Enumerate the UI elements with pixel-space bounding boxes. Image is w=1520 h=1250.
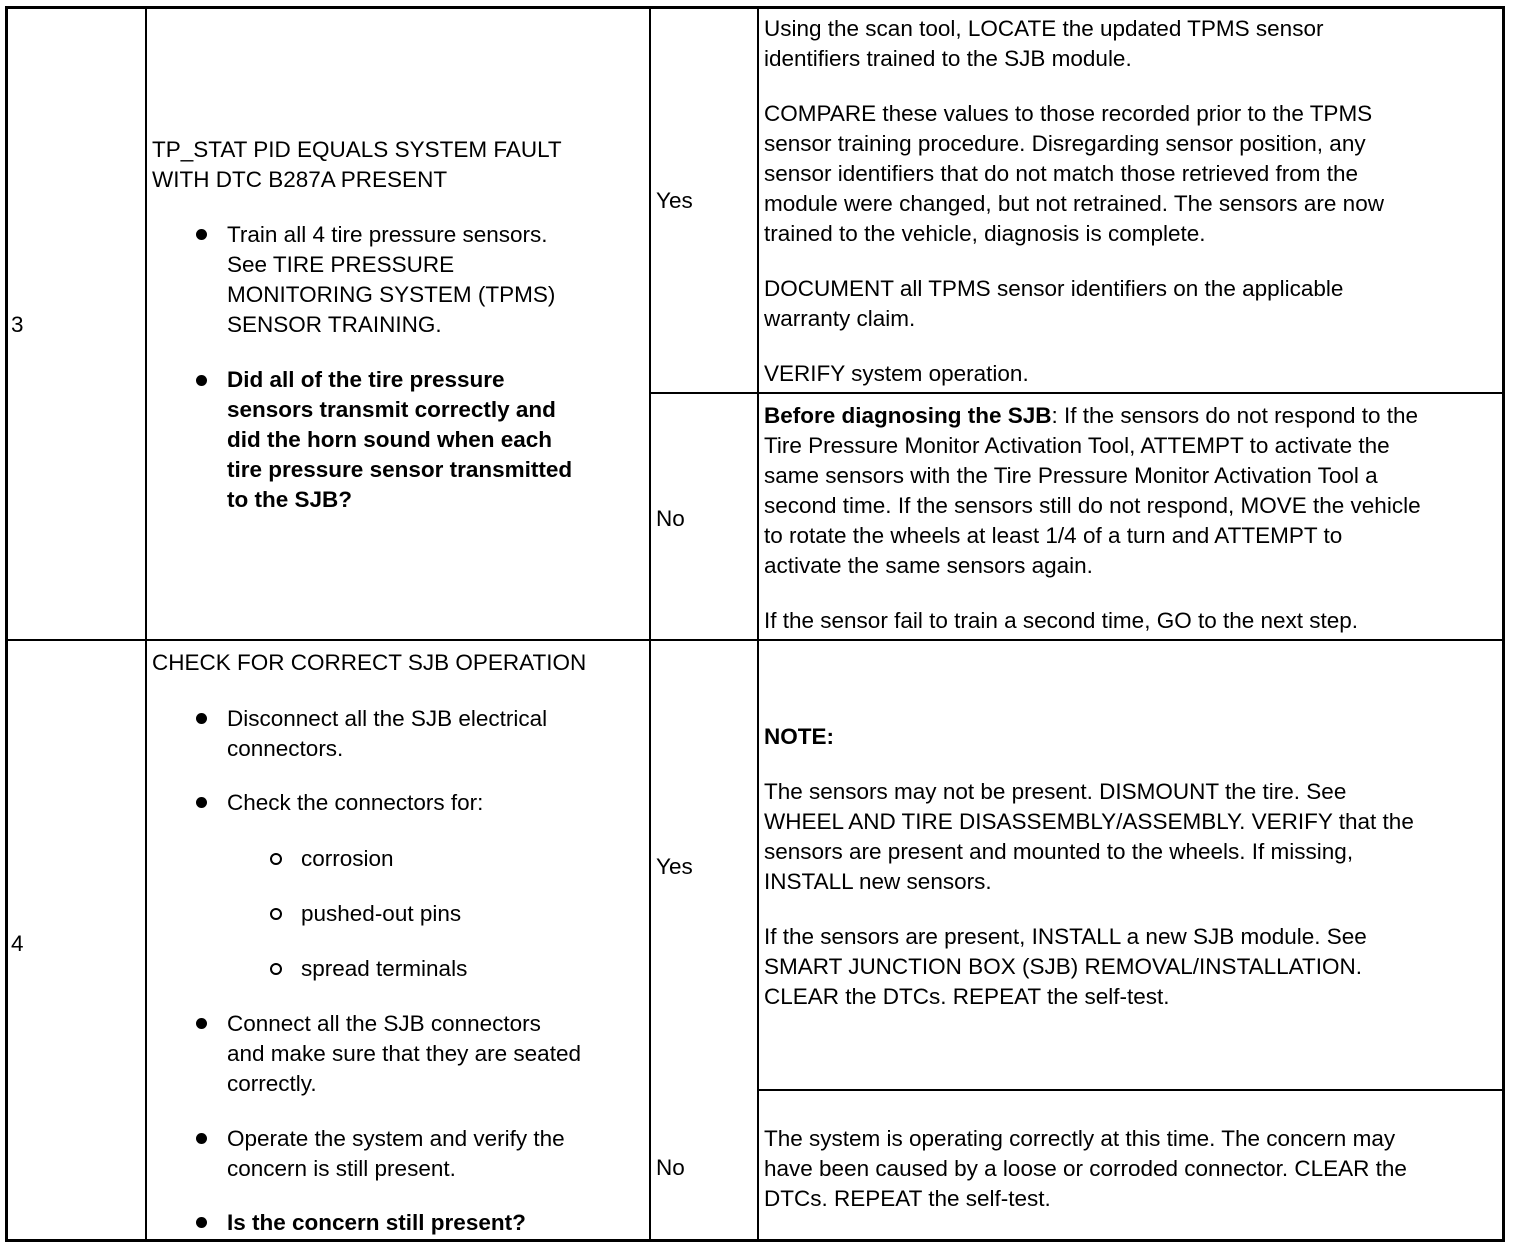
sub-item: corrosion bbox=[301, 846, 394, 871]
no-result-line: Tire Pressure Monitor Activation Tool, ATTEMPT to activate the bbox=[764, 433, 1390, 458]
yes-result-line: sensors are present and mounted to the wheels. If missing, bbox=[764, 839, 1354, 864]
yes-result-line: sensor training procedure. Disregarding sensor position, any bbox=[764, 131, 1366, 156]
bullet-icon bbox=[196, 713, 207, 724]
yes-result-line: SMART JUNCTION BOX (SJB) REMOVAL/INSTALLATION. bbox=[764, 954, 1363, 979]
row-divider-step3-yes-no bbox=[649, 392, 1505, 394]
yes-result-line: CLEAR the DTCs. REPEAT the self-test. bbox=[764, 984, 1170, 1009]
column-divider-3 bbox=[757, 6, 759, 1242]
yes-label: Yes bbox=[656, 854, 693, 879]
no-result-lead-rest: : If the sensors do not respond to the bbox=[1051, 403, 1419, 428]
yes-result-line: warranty claim. bbox=[764, 306, 916, 331]
step-number: 3 bbox=[11, 312, 24, 337]
action-line: MONITORING SYSTEM (TPMS) bbox=[227, 282, 556, 307]
yes-result-line: Using the scan tool, LOCATE the updated TPMS sensor bbox=[764, 16, 1324, 41]
action-line: See TIRE PRESSURE bbox=[227, 252, 455, 277]
column-divider-2 bbox=[649, 6, 651, 1242]
action-line: Check the connectors for: bbox=[227, 790, 484, 815]
yes-label: Yes bbox=[656, 188, 693, 213]
action-line: Disconnect all the SJB electrical bbox=[227, 706, 548, 731]
column-divider-1 bbox=[145, 6, 147, 1242]
bullet-icon bbox=[196, 229, 207, 240]
circle-bullet-icon bbox=[270, 853, 282, 865]
no-result-line: The system is operating correctly at this time. The concern may bbox=[764, 1126, 1396, 1151]
bullet-icon bbox=[196, 1217, 207, 1228]
yes-result-line: WHEEL AND TIRE DISASSEMBLY/ASSEMBLY. VERIFY that the bbox=[764, 809, 1414, 834]
action-line: Connect all the SJB connectors bbox=[227, 1011, 541, 1036]
no-result-line: second time. If the sensors still do not respond, MOVE the vehicle bbox=[764, 493, 1421, 518]
row-divider-step4-yes-no bbox=[757, 1089, 1505, 1091]
action-line: Operate the system and verify the bbox=[227, 1126, 565, 1151]
question-line: did the horn sound when each bbox=[227, 427, 553, 452]
bullet-icon bbox=[196, 797, 207, 808]
step-title-line2: WITH DTC B287A PRESENT bbox=[152, 167, 448, 192]
no-result-line: have been caused by a loose or corroded connector. CLEAR the bbox=[764, 1156, 1407, 1181]
bullet-icon bbox=[196, 1018, 207, 1029]
no-result-line: DTCs. REPEAT the self-test. bbox=[764, 1186, 1051, 1211]
row-divider-step3-step4 bbox=[5, 639, 1505, 641]
no-label: No bbox=[656, 506, 685, 531]
action-line: correctly. bbox=[227, 1071, 317, 1096]
action-line: SENSOR TRAINING. bbox=[227, 312, 442, 337]
question-line: tire pressure sensor transmitted bbox=[227, 457, 573, 482]
question-line: sensors transmit correctly and bbox=[227, 397, 556, 422]
circle-bullet-icon bbox=[270, 963, 282, 975]
no-result-line: If the sensor fail to train a second time, GO to the next step. bbox=[764, 608, 1359, 633]
bullet-icon bbox=[196, 375, 207, 386]
yes-result-line: VERIFY system operation. bbox=[764, 361, 1029, 386]
step-title: TP_STAT PID EQUALS SYSTEM FAULT bbox=[152, 137, 562, 162]
no-result-lead bbox=[764, 401, 1418, 431]
sub-item: pushed-out pins bbox=[301, 901, 462, 926]
action-line: Train all 4 tire pressure sensors. bbox=[227, 222, 548, 247]
yes-result-line: trained to the vehicle, diagnosis is complete. bbox=[764, 221, 1206, 246]
yes-result-line: COMPARE these values to those recorded prior to the TPMS bbox=[764, 101, 1373, 126]
sub-item: spread terminals bbox=[301, 956, 468, 981]
note-label: NOTE: bbox=[764, 724, 834, 749]
yes-result-line: The sensors may not be present. DISMOUNT the tire. See bbox=[764, 779, 1347, 804]
no-label: No bbox=[656, 1155, 685, 1180]
bullet-icon bbox=[196, 1133, 207, 1144]
no-result-line: to rotate the wheels at least 1/4 of a turn and ATTEMPT to bbox=[764, 523, 1343, 548]
question-line: to the SJB? bbox=[227, 487, 353, 512]
no-result-line: activate the same sensors again. bbox=[764, 553, 1093, 578]
yes-result-line: identifiers trained to the SJB module. bbox=[764, 46, 1132, 71]
yes-result-line: DOCUMENT all TPMS sensor identifiers on the applicable bbox=[764, 276, 1344, 301]
no-result-line: same sensors with the Tire Pressure Monitor Activation Tool a bbox=[764, 463, 1378, 488]
yes-result-line: INSTALL new sensors. bbox=[764, 869, 992, 894]
action-line: connectors. bbox=[227, 736, 344, 761]
yes-result-line: module were changed, but not retrained. The sensors are now bbox=[764, 191, 1384, 216]
step-title: CHECK FOR CORRECT SJB OPERATION bbox=[152, 650, 587, 675]
action-line: and make sure that they are seated bbox=[227, 1041, 581, 1066]
circle-bullet-icon bbox=[270, 908, 282, 920]
question-line: Is the concern still present? bbox=[227, 1210, 526, 1235]
yes-result-line: sensor identifiers that do not match those retrieved from the bbox=[764, 161, 1359, 186]
step-number: 4 bbox=[11, 931, 24, 956]
no-result-lead-bold: Before diagnosing the SJB bbox=[764, 403, 1052, 428]
yes-result-line: If the sensors are present, INSTALL a new SJB module. See bbox=[764, 924, 1367, 949]
action-line: concern is still present. bbox=[227, 1156, 456, 1181]
question-line: Did all of the tire pressure bbox=[227, 367, 505, 392]
